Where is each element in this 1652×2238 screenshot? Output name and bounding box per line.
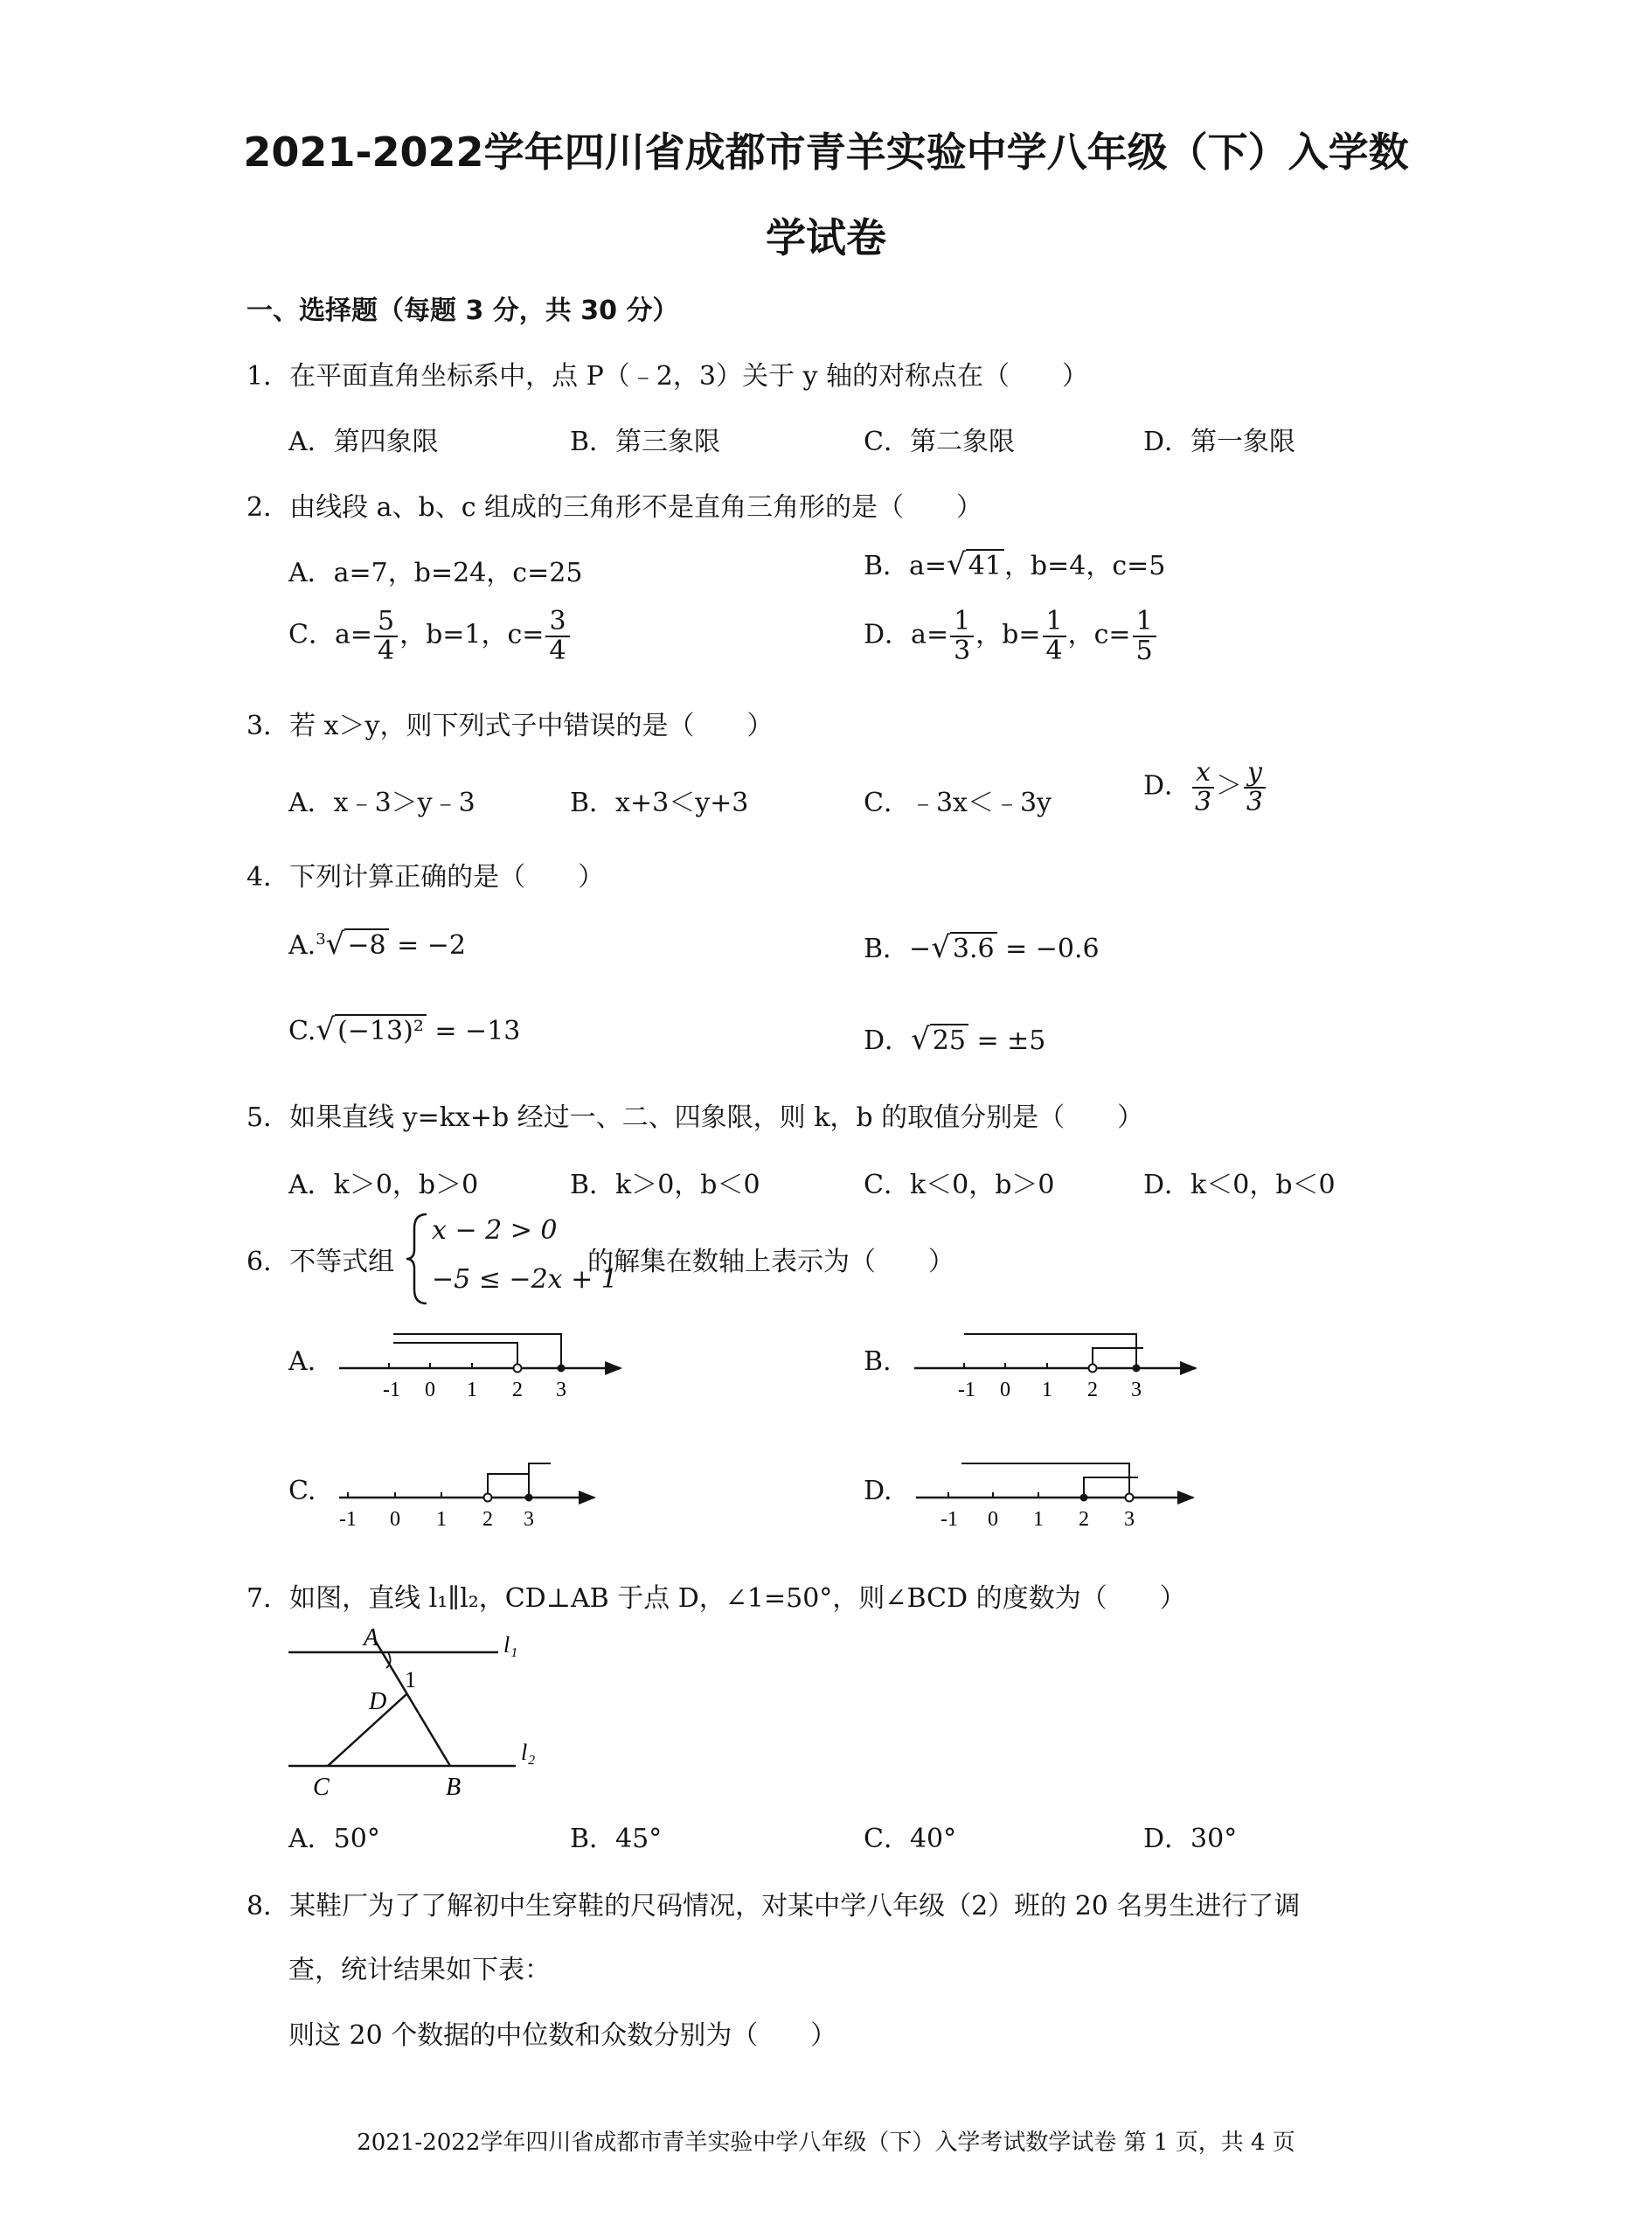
numerator: 1 [950, 608, 974, 637]
angle-1-label: 1 [405, 1667, 416, 1692]
question-6-suffix: 的解集在数轴上表示为（ ） [587, 1247, 954, 1277]
q7-option-d: D．30° [1143, 1824, 1238, 1854]
q4-option-b [864, 927, 1100, 965]
q6-option-c-label: C. [288, 1476, 316, 1506]
tick-label: -1 [958, 1379, 975, 1401]
question-8-line2: 查，统计结果如下表： [288, 1955, 551, 1985]
q2-d-mid2: ，c= [1067, 619, 1131, 650]
point-a-label: A [364, 1624, 379, 1651]
q2-option-d [864, 608, 1158, 664]
point-d-label: D [369, 1688, 387, 1715]
tick-label: 0 [390, 1508, 400, 1531]
fraction [545, 608, 569, 664]
q4-b-radicand: 3.6 [950, 932, 997, 964]
tick-label: 3 [556, 1379, 566, 1401]
q2-d-prefix: D．a= [864, 619, 949, 650]
cbrt-sign: √ [325, 927, 345, 962]
numerator: x [1192, 759, 1214, 789]
q2-b-suffix: ，b=4，c=5 [1003, 551, 1166, 581]
line-l1-label: l₁ [503, 1632, 518, 1658]
q3-d-operator: ＞ [1215, 770, 1242, 802]
q2-c-mid: ，b=1，c= [399, 619, 545, 650]
q7-option-a: A．50° [288, 1824, 380, 1854]
q5-option-a: A．k＞0，b＞0 [288, 1170, 479, 1200]
q4-d-suffix: = ±5 [968, 1025, 1046, 1056]
q2-option-c [288, 608, 572, 664]
q4-option-c [288, 1012, 520, 1047]
q2-b-radicand: 41 [966, 549, 1004, 581]
q2-b-prefix: B．a= [864, 551, 947, 581]
tick-label: 2 [1087, 1379, 1098, 1401]
q2-d-mid1: ，b= [975, 619, 1041, 650]
q6-option-d-label: D. [864, 1476, 892, 1506]
q3-option-b: B．x+3＜y+3 [570, 788, 749, 818]
q4-d-radicand: 25 [930, 1024, 968, 1056]
q4-option-d [864, 1018, 1045, 1057]
q5-option-b: B．k＞0，b＜0 [570, 1170, 760, 1200]
fraction [374, 608, 398, 664]
tick-label: 1 [436, 1508, 447, 1531]
q4-c-suffix: = −13 [426, 1016, 521, 1046]
q4-d-prefix: D． [864, 1025, 912, 1056]
sqrt-sign: √ [316, 1012, 336, 1047]
denominator: 3 [954, 635, 971, 666]
q2-c-prefix: C．a= [288, 619, 372, 650]
q3-option-c: C．﹣3x＜﹣3y [864, 788, 1052, 818]
tick-label: -1 [383, 1379, 400, 1401]
q1-option-d: D．第一象限 [1143, 427, 1296, 457]
question-3-text: 3．若 x＞y，则下列式子中错误的是（ ） [246, 711, 774, 741]
tick-label: 0 [1000, 1379, 1010, 1401]
tick-label: 0 [425, 1379, 435, 1401]
denominator: 3 [1194, 786, 1212, 817]
q1-option-a: A．第四象限 [288, 427, 439, 457]
sqrt-sign: √ [947, 547, 966, 582]
tick-label: -1 [339, 1508, 357, 1531]
number-line-b [907, 1320, 1204, 1407]
root-index: 3 [316, 930, 326, 949]
fraction [1133, 608, 1156, 664]
q2-option-a: A．a=7，b=24，c=25 [288, 558, 583, 588]
tick-label: 2 [1079, 1508, 1089, 1531]
q5-option-d: D．k＜0，b＜0 [1143, 1170, 1336, 1200]
fraction [1192, 759, 1214, 816]
q7-option-b: B．45° [570, 1824, 663, 1854]
page-footer: 2021-2022学年四川省成都市青羊实验中学八年级（下）入学考试数学试卷 第 1 页，共 4 页 [357, 2130, 1295, 2156]
tick-label: -1 [941, 1508, 958, 1531]
sqrt-sign: √ [931, 930, 950, 965]
page-title-line2: 学试卷 [766, 214, 886, 261]
q3-option-d [1143, 759, 1267, 816]
numerator: y [1244, 759, 1266, 789]
q4-a-prefix: A. [288, 930, 316, 961]
q4-a-suffix: = −2 [388, 930, 466, 961]
q1-option-b: B．第三象限 [570, 427, 721, 457]
q1-option-c: C．第二象限 [864, 427, 1015, 457]
denominator: 5 [1135, 635, 1153, 666]
q4-b-suffix: = −0.6 [996, 934, 1100, 964]
tick-label: 3 [524, 1508, 534, 1531]
denominator: 3 [1246, 786, 1263, 817]
q3-d-prefix: D． [1143, 770, 1191, 802]
question-2-text: 2．由线段 a、b、c 组成的三角形不是直角三角形的是（ ） [246, 492, 983, 523]
q2-option-b [864, 544, 1165, 582]
inequality-1: x − 2 > 0 [432, 1215, 558, 1246]
question-5-text: 5．如果直线 y=kx+b 经过一、二、四象限，则 k，b 的取值分别是（ ） [246, 1102, 1144, 1133]
question-1-text: 1．在平面直角坐标系中，点 P（﹣2，3）关于 y 轴的对称点在（ ） [246, 361, 1089, 392]
q6-option-a-label: A. [288, 1346, 316, 1377]
tick-label: 1 [1042, 1379, 1052, 1401]
q4-a-radicand: −8 [344, 928, 388, 961]
question-7-text: 7．如图，直线 l₁∥l₂，CD⊥AB 于点 D，∠1=50°，则∠BCD 的度数为（ ） [246, 1583, 1186, 1614]
geometry-figure [280, 1617, 559, 1801]
inequality-2: −5 ≤ −2x + 1 [432, 1264, 618, 1295]
fraction [1043, 608, 1066, 664]
tick-label: 0 [988, 1508, 998, 1531]
q6-option-b-label: B. [864, 1346, 892, 1377]
line-l2-label: l₂ [521, 1740, 536, 1765]
number-line-d [909, 1449, 1206, 1537]
sqrt-sign: √ [911, 1022, 930, 1057]
tick-label: 1 [1033, 1508, 1044, 1531]
q3-option-a: A．x﹣3＞y﹣3 [288, 788, 475, 818]
tick-label: 3 [1131, 1379, 1142, 1401]
numerator: 3 [545, 608, 569, 637]
question-4-text: 4．下列计算正确的是（ ） [246, 862, 605, 893]
q7-option-c: C．40° [864, 1824, 957, 1854]
question-8-line3: 则这 20 个数据的中位数和众数分别为（ ） [288, 2020, 837, 2051]
numerator: 1 [1043, 608, 1066, 637]
tick-label: 2 [512, 1379, 523, 1401]
tick-label: 1 [467, 1379, 477, 1401]
denominator: 4 [1045, 635, 1063, 666]
section-heading: 一、选择题（每题 3 分，共 30 分） [246, 295, 679, 326]
denominator: 4 [549, 635, 566, 666]
question-6-prefix: 6．不等式组 [246, 1247, 395, 1277]
point-c-label: C [313, 1774, 330, 1801]
q4-c-prefix: C. [288, 1016, 316, 1046]
tick-label: 3 [1124, 1508, 1135, 1531]
tick-label: 2 [482, 1508, 493, 1531]
question-8-line1: 8．某鞋厂为了了解初中生穿鞋的尺码情况，对某中学八年级（2）班的 20 名男生进行了调 [246, 1891, 1301, 1922]
q5-option-c: C．k＜0，b＞0 [864, 1170, 1055, 1200]
number-line-c [332, 1449, 612, 1537]
system-brace [404, 1211, 430, 1307]
fraction [950, 608, 974, 664]
q4-b-prefix: B．− [864, 934, 932, 964]
numerator: 1 [1133, 608, 1156, 637]
denominator: 4 [377, 635, 395, 666]
q4-c-radicand: (−13)² [335, 1014, 427, 1046]
number-line-a [332, 1320, 629, 1407]
point-b-label: B [446, 1774, 462, 1801]
q4-option-a [288, 927, 466, 962]
fraction [1244, 759, 1266, 816]
numerator: 5 [374, 608, 398, 637]
page-title-line1: 2021-2022学年四川省成都市青羊实验中学八年级（下）入学数 [243, 129, 1409, 176]
